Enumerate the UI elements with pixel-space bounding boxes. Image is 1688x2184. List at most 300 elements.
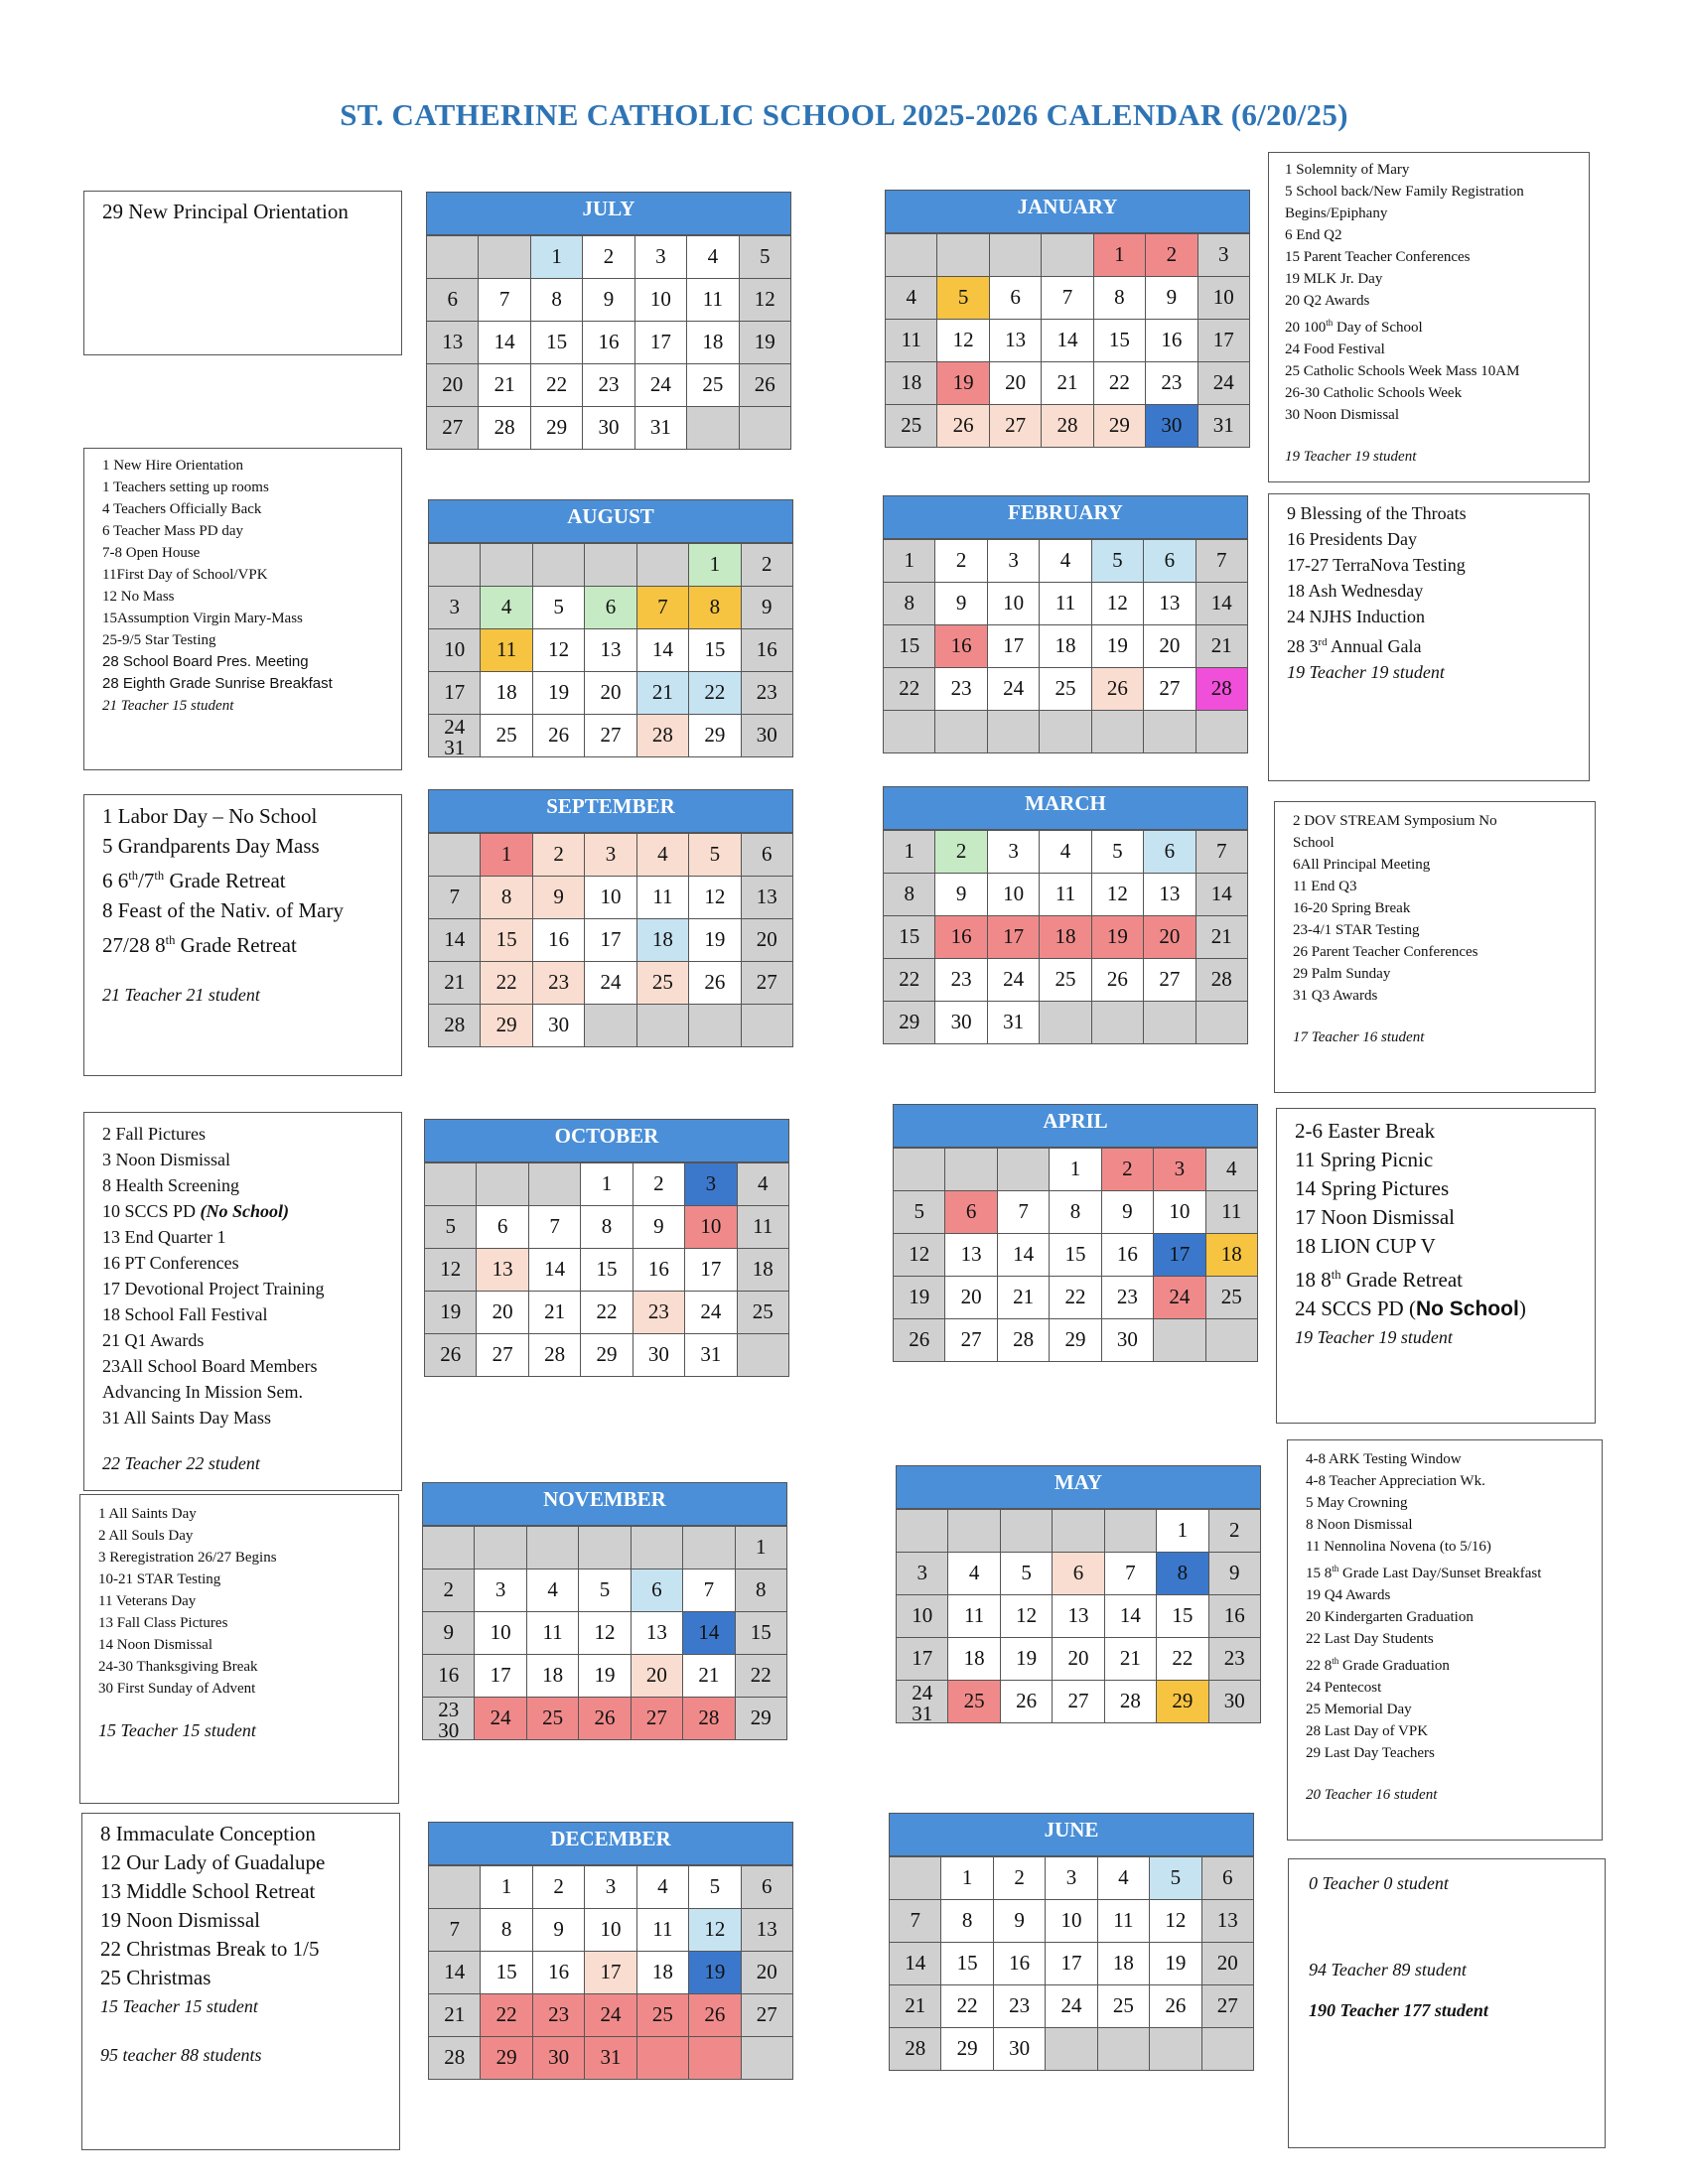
day-cell: 27 [477, 1334, 528, 1377]
day-cell: 29 [581, 1334, 633, 1377]
note-line: 29 Palm Sunday [1293, 966, 1391, 982]
month-grid [896, 1509, 1261, 1723]
day-cell: 23 [994, 1985, 1046, 2028]
day-cell: 11 [886, 320, 937, 362]
day-cell [738, 1334, 789, 1377]
day-cell [1042, 234, 1093, 277]
day-cell: 20 [427, 364, 479, 407]
day-cell: 19 [425, 1292, 477, 1334]
notes-june [1288, 1858, 1606, 2148]
day-cell: 1 [736, 1527, 787, 1570]
month-grid [883, 830, 1248, 1044]
day-cell: 1 [884, 831, 935, 874]
day-cell: 1 [689, 544, 741, 587]
note-line: 19 Q4 Awards [1306, 1587, 1391, 1603]
day-cell: 5 [689, 1866, 741, 1909]
day-cell: 19 [689, 919, 741, 962]
day-cell: 10 [429, 629, 481, 672]
note-line: 3 Noon Dismissal [102, 1150, 231, 1169]
day-cell [689, 2037, 741, 2080]
day-cell: 6 [945, 1191, 997, 1234]
note-line: 14 Noon Dismissal [98, 1637, 213, 1653]
day-cell: 4 [1040, 540, 1091, 583]
note-line: 4 Teachers Officially Back [102, 501, 262, 517]
day-cell: 9 [1209, 1553, 1261, 1595]
day-cell: 3 [635, 236, 687, 279]
day-cell: 28 [890, 2028, 941, 2071]
day-cell: 17 [1154, 1234, 1205, 1277]
note-line: Begins/Epiphany [1285, 205, 1388, 221]
day-cell: 30 [742, 715, 793, 757]
day-cell: 16 [994, 1943, 1046, 1985]
day-cell: 12 [894, 1234, 945, 1277]
calendar-july [426, 192, 791, 450]
note-line: 17 Devotional Project Training [102, 1279, 325, 1298]
day-cell: 18 [637, 1952, 689, 1994]
day-cell: 11 [1040, 874, 1091, 916]
day-cell: 24 31 [897, 1681, 948, 1723]
day-cell: 14 [1042, 320, 1093, 362]
day-cell: 5 [1092, 540, 1144, 583]
note-line: 5 School back/New Family Registration [1285, 184, 1524, 200]
notes-october [83, 1112, 402, 1491]
day-cell [935, 711, 987, 753]
note-line: 22 8th Grade Graduation [1306, 1656, 1450, 1674]
day-cell: 21 [529, 1292, 581, 1334]
day-cell: 7 [1196, 831, 1248, 874]
day-cell: 14 [890, 1943, 941, 1985]
day-cell [632, 1527, 683, 1570]
note-line: 1 Teachers setting up rooms [102, 479, 269, 495]
day-cell: 22 [1050, 1277, 1101, 1319]
day-cell: 3 [988, 831, 1040, 874]
day-cell: 13 [945, 1234, 997, 1277]
day-cell: 18 [1206, 1234, 1258, 1277]
day-cell: 25 [738, 1292, 789, 1334]
note-line: 25-9/5 Star Testing [102, 632, 216, 648]
day-cell: 19 [1092, 916, 1144, 959]
day-cell: 27 [990, 405, 1042, 448]
day-cell: 10 [685, 1206, 737, 1249]
note-line: 16 PT Conferences [102, 1253, 239, 1273]
day-cell: 3 [897, 1553, 948, 1595]
day-cell: 28 [1196, 668, 1248, 711]
note-line: 5 May Crowning [1306, 1495, 1408, 1511]
note-line: 29 Last Day Teachers [1306, 1745, 1435, 1761]
day-cell: 26 [1150, 1985, 1201, 2028]
day-cell: 21 [429, 962, 481, 1005]
day-cell: 25 [687, 364, 739, 407]
day-cell: 12 [533, 629, 585, 672]
note-line: 0 Teacher 0 student [1309, 1873, 1449, 1893]
day-cell: 9 [994, 1900, 1046, 1943]
note-line: 21 Teacher 21 student [102, 985, 260, 1005]
day-cell: 3 [429, 587, 481, 629]
day-cell [1092, 1002, 1144, 1044]
day-cell [988, 711, 1040, 753]
day-cell: 10 [1154, 1191, 1205, 1234]
day-cell: 16 [423, 1655, 475, 1698]
day-cell: 17 [1046, 1943, 1097, 1985]
day-cell [937, 234, 989, 277]
day-cell: 3 [1154, 1149, 1205, 1191]
day-cell [425, 1163, 477, 1206]
day-cell: 19 [740, 322, 791, 364]
day-cell [1154, 1319, 1205, 1362]
note-line: 8 Feast of the Nativ. of Mary [102, 898, 344, 922]
page-title: ST. CATHERINE CATHOLIC SCHOOL 2025-2026 CALENDAR (6/20/25) [340, 97, 1348, 132]
day-cell: 12 [1092, 874, 1144, 916]
note-line: 25 Catholic Schools Week Mass 10AM [1285, 363, 1520, 379]
day-cell: 15 [581, 1249, 633, 1292]
day-cell: 10 [1198, 277, 1250, 320]
day-cell [579, 1527, 631, 1570]
note-line: 27/28 8th Grade Retreat [102, 933, 297, 957]
calendar-april [893, 1104, 1258, 1362]
day-cell: 13 [1144, 874, 1196, 916]
day-cell: 11 [687, 279, 739, 322]
note-line: 20 100th Day of School [1285, 318, 1423, 336]
day-cell: 4 [1040, 831, 1091, 874]
month-grid [426, 235, 791, 450]
day-cell [742, 1005, 793, 1047]
day-cell: 13 [477, 1249, 528, 1292]
note-line: 28 School Board Pres. Meeting [102, 653, 309, 670]
day-cell: 12 [689, 877, 741, 919]
note-line: 16-20 Spring Break [1293, 900, 1411, 916]
day-cell: 14 [683, 1612, 735, 1655]
day-cell: 18 [637, 919, 689, 962]
day-cell: 24 [585, 1994, 636, 2037]
note-line: 11 Spring Picnic [1295, 1148, 1434, 1171]
day-cell: 15 [481, 919, 532, 962]
day-cell: 8 [884, 583, 935, 625]
day-cell: 11 [481, 629, 532, 672]
day-cell: 9 [633, 1206, 685, 1249]
day-cell: 5 [740, 236, 791, 279]
day-cell: 7 [529, 1206, 581, 1249]
day-cell: 19 [1092, 625, 1144, 668]
day-cell: 11 [1206, 1191, 1258, 1234]
day-cell: 22 [1157, 1638, 1208, 1681]
day-cell: 6 [990, 277, 1042, 320]
day-cell [1196, 1002, 1248, 1044]
day-cell [687, 407, 739, 450]
day-cell: 30 [935, 1002, 987, 1044]
day-cell [1105, 1510, 1157, 1553]
day-cell: 18 [1040, 916, 1091, 959]
day-cell: 16 [935, 625, 987, 668]
day-cell: 5 [937, 277, 989, 320]
note-emphasis: (No School) [200, 1201, 290, 1221]
day-cell: 22 [689, 672, 741, 715]
day-cell [585, 1005, 636, 1047]
month-grid [424, 1162, 789, 1377]
day-cell: 29 [736, 1698, 787, 1740]
day-cell: 18 [1098, 1943, 1150, 1985]
note-line: 13 Fall Class Pictures [98, 1615, 228, 1631]
day-cell: 13 [742, 1909, 793, 1952]
day-cell: 13 [632, 1612, 683, 1655]
day-cell [1040, 1002, 1091, 1044]
day-cell: 14 [429, 919, 481, 962]
day-cell: 20 [1144, 916, 1196, 959]
note-line: 18 8th Grade Retreat [1295, 1268, 1463, 1292]
note-line: 2-6 Easter Break [1295, 1119, 1436, 1143]
note-line: 24 Pentecost [1306, 1680, 1382, 1696]
day-cell: 31 [585, 2037, 636, 2080]
note-line: 190 Teacher 177 student [1309, 2000, 1488, 2020]
day-cell: 22 [884, 668, 935, 711]
day-cell: 26 [1092, 959, 1144, 1002]
day-cell: 5 [533, 587, 585, 629]
day-cell: 12 [937, 320, 989, 362]
day-cell: 6 [742, 834, 793, 877]
day-cell: 22 [481, 962, 532, 1005]
day-cell: 29 [941, 2028, 993, 2071]
day-cell: 4 [527, 1570, 579, 1612]
day-cell: 23 [1146, 362, 1197, 405]
day-cell: 18 [886, 362, 937, 405]
day-cell [429, 1866, 481, 1909]
day-cell: 24 31 [429, 715, 481, 757]
note-line: 25 Christmas [100, 1966, 211, 1989]
day-cell: 4 [1206, 1149, 1258, 1191]
day-cell: 23 [533, 1994, 585, 2037]
day-cell: 30 [1102, 1319, 1154, 1362]
note-line: 4-8 ARK Testing Window [1306, 1451, 1462, 1467]
note-line: 30 Noon Dismissal [1285, 407, 1400, 423]
day-cell: 16 [1102, 1234, 1154, 1277]
day-cell: 9 [533, 877, 585, 919]
note-line: 30 First Sunday of Advent [98, 1681, 256, 1697]
day-cell: 7 [1042, 277, 1093, 320]
day-cell: 29 [481, 2037, 532, 2080]
day-cell [423, 1527, 475, 1570]
day-cell: 26 [937, 405, 989, 448]
note-line: 15Assumption Virgin Mary-Mass [102, 611, 303, 626]
day-cell: 2 [533, 834, 585, 877]
note-line: 22 Christmas Break to 1/5 [100, 1937, 320, 1961]
note-line: 21 Teacher 15 student [102, 698, 234, 714]
note-line: 16 Presidents Day [1287, 529, 1417, 549]
day-cell: 11 [738, 1206, 789, 1249]
day-cell: 4 [738, 1163, 789, 1206]
day-cell: 18 [527, 1655, 579, 1698]
note-line: 15 8th Grade Last Day/Sunset Breakfast [1306, 1564, 1542, 1581]
note-line: 6 End Q2 [1285, 227, 1342, 243]
day-cell: 8 [1050, 1191, 1101, 1234]
day-cell: 8 [941, 1900, 993, 1943]
day-cell [740, 407, 791, 450]
day-cell: 25 [1040, 668, 1091, 711]
calendar-june [889, 1813, 1254, 2071]
day-cell: 22 [531, 364, 583, 407]
day-cell: 25 [1206, 1277, 1258, 1319]
notes-april [1276, 1108, 1596, 1424]
note-line: 18 LION CUP V [1295, 1234, 1436, 1258]
day-cell: 8 [689, 587, 741, 629]
note-line: 1 Labor Day – No School [102, 804, 318, 828]
note-line: 17-27 TerraNova Testing [1287, 555, 1466, 575]
note-line: 19 Teacher 19 student [1285, 449, 1417, 465]
note-line: 3 Reregistration 26/27 Begins [98, 1550, 277, 1566]
day-cell: 8 [481, 877, 532, 919]
day-cell: 9 [583, 279, 634, 322]
day-cell: 21 [890, 1985, 941, 2028]
day-cell [475, 1527, 526, 1570]
day-cell [1046, 2028, 1097, 2071]
day-cell: 2 [1146, 234, 1197, 277]
note-line: 95 teacher 88 students [100, 2045, 262, 2065]
notes-august [83, 448, 402, 770]
day-cell: 12 [1092, 583, 1144, 625]
day-cell: 23 [742, 672, 793, 715]
day-cell: 23 [1209, 1638, 1261, 1681]
day-cell [689, 1005, 741, 1047]
day-cell: 16 [533, 919, 585, 962]
calendar-february [883, 495, 1248, 753]
day-cell: 14 [529, 1249, 581, 1292]
day-cell: 24 [1046, 1985, 1097, 2028]
day-cell: 7 [429, 1909, 481, 1952]
day-cell: 17 [988, 625, 1040, 668]
day-cell: 21 [1196, 916, 1248, 959]
day-cell: 3 [585, 834, 636, 877]
note-text: 10 SCCS PD [102, 1201, 197, 1221]
day-cell: 17 [635, 322, 687, 364]
day-cell: 25 [886, 405, 937, 448]
note-line: 25 Memorial Day [1306, 1702, 1412, 1717]
day-cell: 22 [941, 1985, 993, 2028]
month-header: MARCH [883, 786, 1248, 830]
note-line: 1 All Saints Day [98, 1506, 197, 1522]
day-cell: 28 [1196, 959, 1248, 1002]
day-cell: 14 [1105, 1595, 1157, 1638]
day-cell: 4 [481, 587, 532, 629]
day-cell: 11 [1098, 1900, 1150, 1943]
day-cell: 25 [948, 1681, 1000, 1723]
note-line: 15 Teacher 15 student [98, 1720, 256, 1740]
day-cell: 15 [1094, 320, 1146, 362]
day-cell: 6 [427, 279, 479, 322]
day-cell: 5 [1001, 1553, 1053, 1595]
calendar-november [422, 1482, 787, 1740]
day-cell: 16 [583, 322, 634, 364]
day-cell: 13 [1144, 583, 1196, 625]
day-cell: 27 [1053, 1681, 1104, 1723]
day-cell: 25 [1098, 1985, 1150, 2028]
day-cell: 9 [935, 583, 987, 625]
day-cell: 9 [1102, 1191, 1154, 1234]
day-cell: 15 [689, 629, 741, 672]
day-cell: 6 [585, 587, 636, 629]
day-cell [1040, 711, 1091, 753]
day-cell: 13 [742, 877, 793, 919]
notes-may [1287, 1439, 1603, 1841]
month-header: JUNE [889, 1813, 1254, 1856]
day-cell: 22 [1094, 362, 1146, 405]
day-cell: 1 [1157, 1510, 1208, 1553]
day-cell: 15 [884, 625, 935, 668]
day-cell: 25 [1040, 959, 1091, 1002]
month-grid [893, 1148, 1258, 1362]
day-cell: 8 [736, 1570, 787, 1612]
notes-january [1268, 152, 1590, 482]
day-cell: 2 [935, 831, 987, 874]
day-cell: 9 [423, 1612, 475, 1655]
note-line: 4-8 Teacher Appreciation Wk. [1306, 1473, 1485, 1489]
day-cell: 21 [1196, 625, 1248, 668]
note-line: 31 Q3 Awards [1293, 988, 1378, 1004]
day-cell: 29 [1094, 405, 1146, 448]
day-cell: 12 [579, 1612, 631, 1655]
day-cell: 1 [481, 1866, 532, 1909]
day-cell: 23 [935, 668, 987, 711]
day-cell: 5 [425, 1206, 477, 1249]
day-cell: 26 [579, 1698, 631, 1740]
day-cell: 9 [742, 587, 793, 629]
day-cell: 6 [632, 1570, 683, 1612]
day-cell: 21 [1042, 362, 1093, 405]
day-cell: 11 [527, 1612, 579, 1655]
month-header: JANUARY [885, 190, 1250, 233]
day-cell: 24 [988, 959, 1040, 1002]
day-cell: 17 [1198, 320, 1250, 362]
calendar-may [896, 1465, 1261, 1723]
month-header: FEBRUARY [883, 495, 1248, 539]
day-cell: 1 [884, 540, 935, 583]
day-cell: 31 [1198, 405, 1250, 448]
day-cell: 2 [583, 236, 634, 279]
day-cell: 14 [637, 629, 689, 672]
day-cell: 27 [1144, 668, 1196, 711]
note-line: 94 Teacher 89 student [1309, 1960, 1467, 1979]
day-cell: 17 [585, 919, 636, 962]
note-line: 18 Ash Wednesday [1287, 581, 1424, 601]
day-cell: 1 [531, 236, 583, 279]
note-line: 8 Immaculate Conception [100, 1822, 316, 1845]
day-cell: 23 [633, 1292, 685, 1334]
note-line: Advancing In Mission Sem. [102, 1382, 303, 1402]
day-cell: 20 [945, 1277, 997, 1319]
month-grid [889, 1856, 1254, 2071]
month-header: MAY [896, 1465, 1261, 1509]
day-cell: 1 [581, 1163, 633, 1206]
day-cell [1098, 2028, 1150, 2071]
day-cell [1053, 1510, 1104, 1553]
note-line: 2 Fall Pictures [102, 1124, 206, 1144]
day-cell: 20 [632, 1655, 683, 1698]
day-cell: 7 [683, 1570, 735, 1612]
day-cell: 28 [529, 1334, 581, 1377]
day-cell: 25 [637, 962, 689, 1005]
note-line: 6 6th/7th Grade Retreat [102, 869, 286, 892]
day-cell: 23 [1102, 1277, 1154, 1319]
notes-november [79, 1494, 399, 1804]
day-cell: 25 [637, 1994, 689, 2037]
day-cell: 4 [886, 277, 937, 320]
day-cell: 16 [1209, 1595, 1261, 1638]
day-cell [683, 1527, 735, 1570]
note-text: ) [1518, 1297, 1526, 1320]
day-cell: 10 [988, 583, 1040, 625]
day-cell [1150, 2028, 1201, 2071]
day-cell: 13 [1053, 1595, 1104, 1638]
day-cell: 8 [1157, 1553, 1208, 1595]
day-cell [948, 1510, 1000, 1553]
day-cell: 17 [897, 1638, 948, 1681]
